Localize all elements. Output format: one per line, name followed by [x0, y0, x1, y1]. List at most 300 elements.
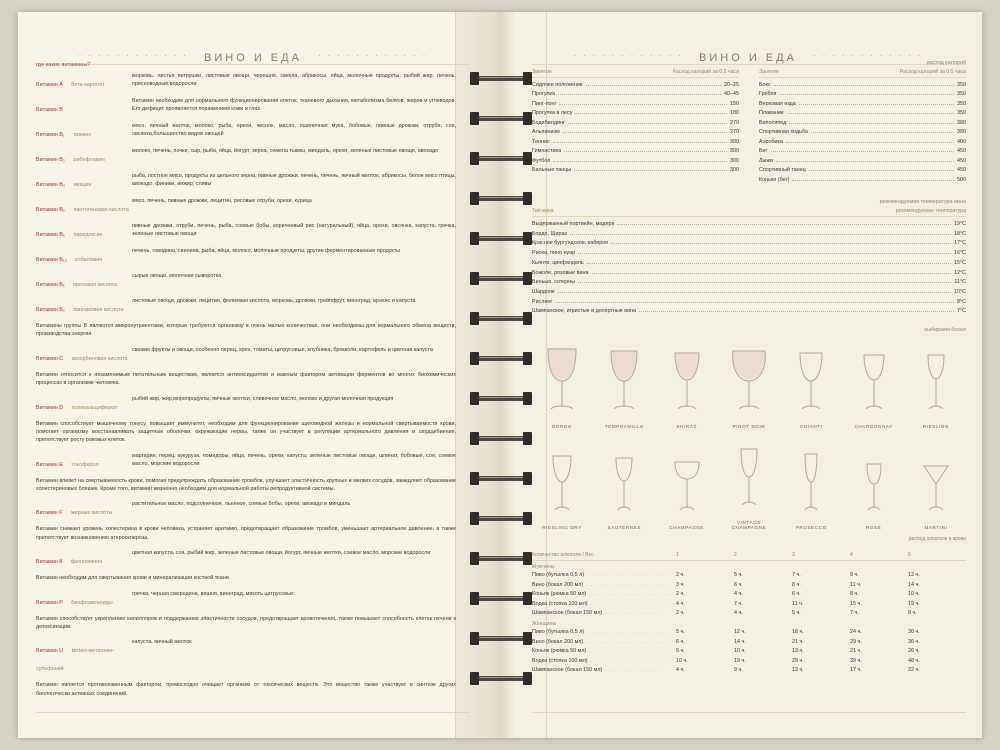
vitamin-chem: оротовая кислота: [73, 282, 118, 288]
vitamin-letter: Витамин Р: [36, 599, 63, 606]
prosecco-flute-icon: [783, 448, 839, 516]
alcohol-head-col: 1: [676, 552, 679, 559]
leader-dots: [553, 161, 727, 162]
glass-item: [781, 343, 841, 429]
vitamin-chem: бета-каротин: [71, 82, 105, 88]
vitamin-name: [36, 395, 132, 414]
vitamin-chem: рибофлавин: [73, 157, 105, 163]
leader-dots: [578, 253, 951, 254]
leader-dots: [578, 282, 951, 283]
glassware-chart: [532, 343, 966, 530]
calories-activity: Аэробика: [759, 138, 784, 145]
vitamin-entry: [36, 638, 456, 675]
shiraz-glass-icon: [659, 343, 715, 415]
calories-head-activity: Занятие: [759, 69, 779, 75]
calories-row: [759, 128, 966, 137]
vitamin-letter: Витамин В: [36, 107, 63, 113]
calories-value: 20–25: [724, 82, 739, 88]
binding-ring: [470, 392, 532, 405]
vitamin-entry: [36, 72, 456, 91]
vitamin-description: Витамин необходим для нормального функционирования клеток, тканевого дыхания, метаболизма белков, жиров и углеводов. Его дефицит проявляется поражением кожи и глаз.: [132, 98, 456, 113]
calories-value: 300: [730, 167, 739, 174]
vitamin-letter: Витамин U: [36, 648, 64, 655]
calories-value: 400: [957, 138, 966, 145]
wine-temp: 15°C: [953, 259, 966, 266]
pinot-noir-glass-icon: [721, 343, 777, 415]
leader-dots: [792, 180, 954, 181]
wine-type: Бордо, Шираз: [532, 230, 567, 237]
calories-head: [532, 69, 739, 78]
vitamin-entry: [36, 395, 456, 414]
wine-type: Кьянти, цинфандель: [532, 259, 584, 266]
glass-item: [657, 448, 717, 530]
glass-label: SHIRAZ: [676, 424, 697, 430]
header-dots-right: · · · · · · · · · · · ·: [813, 50, 923, 60]
calories-row: [759, 166, 966, 175]
wine-type: Выдержанный портвейн, мадера: [532, 220, 615, 227]
alcohol-cell: 19 ч.: [734, 657, 746, 664]
leader-dots: [776, 161, 954, 162]
leader-dots: [586, 85, 721, 86]
vitamin-name: [36, 197, 132, 216]
vitamin-letter: Витамин С: [36, 355, 64, 362]
vitamin-sources: растительное масло, подсолнечное, льняное, соевые бобы, орехи, авокадо и миндаль: [132, 501, 351, 508]
alcohol-row: Вино (бокал 200 мл) . . . . . . . . . . . . . . . . . 3 ч. 6 ч. 8 ч. 11 ч. 14 ч.: [532, 581, 966, 590]
alcohol-cell: 2 ч.: [676, 609, 685, 616]
calories-column-left: [532, 69, 739, 185]
vitamin-letter: Витамин D: [36, 404, 64, 411]
vitamin-entry: [36, 147, 456, 166]
calories-row: [532, 157, 739, 166]
vitamin-sources: рыба, постное мясо, продукты из цельного зерна, пивные дрожжи, печень, печень, яичный желток, абрикосы, белое мясо птицы, авокадо, финики, инжир, сливы: [132, 173, 457, 188]
vitamin-entry: [36, 172, 456, 191]
glassware-row-1: [532, 343, 966, 429]
leader-dots: [558, 292, 951, 293]
vitamin-sources: морковь, листья петрушки, листовые овощи, черешня, свекла, абрикосы, яйца, молочные продукты, рыбий жир, печень, пресноводные водоросли: [132, 73, 456, 88]
leader-dots: [575, 113, 727, 114]
calories-head-value: Расход калорий за 0,5 часа: [899, 69, 966, 75]
leader-dots: [639, 311, 954, 312]
leader-dots: [564, 151, 727, 152]
binding-ring: [470, 272, 532, 285]
alcohol-cell: 7 ч.: [792, 572, 801, 579]
alcohol-cell: 3 ч.: [676, 581, 685, 588]
vitamin-name: [36, 549, 132, 568]
calories-tables: [532, 69, 966, 185]
calories-activity: Спортивный танец: [759, 167, 806, 174]
alcohol-cell: 8 ч.: [850, 591, 859, 598]
wine-temp: 18°C: [953, 230, 966, 237]
wine-temp: 7°C: [956, 308, 966, 315]
vitamin-letter: Витамин В₁: [36, 132, 65, 138]
vitamin-sources: маргарин, перец, кукуруза, помидоры, яйца, печень, орехи, капуста, зеленые листовые овощи, шпинат, бобовые, соя, соевое масло, морские водоросли: [132, 452, 456, 467]
vitamin-intro-label: где какие витамины?: [36, 62, 91, 68]
calories-value: 350: [957, 100, 966, 107]
calories-activity: Гребля: [759, 91, 777, 98]
vitamin-name: [36, 297, 132, 316]
calories-head-activity: Занятие: [532, 69, 552, 75]
calories-row: [759, 147, 966, 156]
alcohol-cell: 4 ч.: [734, 591, 743, 598]
leader-dots: [563, 132, 727, 133]
vitamin-letter: Витамин F: [36, 510, 63, 517]
binding-ring: [470, 232, 532, 245]
alcohol-head-col: 2: [734, 552, 737, 559]
vitamin-entry: [36, 272, 456, 291]
drink-name: Шампанское (бокал 150 мл): [532, 609, 603, 616]
calories-row: [532, 128, 739, 137]
alcohol-cell: 17 ч.: [850, 667, 862, 674]
alcohol-cell: 19 ч.: [908, 600, 920, 607]
glassware-row-2: [532, 443, 966, 530]
vitamin-name: [36, 638, 132, 675]
tempranillo-glass-icon: [596, 343, 652, 415]
leader-dots: [587, 263, 951, 264]
calories-activity: Альпинизм: [532, 129, 560, 136]
vitamin-sources: сырые овощи, молочная сыворотка: [132, 273, 222, 279]
glass-label: PROSECCO: [795, 525, 827, 531]
glass-item: [844, 448, 904, 530]
binding-ring: [470, 112, 532, 125]
alcohol-cell: 24 ч.: [850, 629, 862, 636]
alcohol-cell: 14 ч.: [908, 581, 920, 588]
vitamin-sources: рыбий жир, жир,морепродукты, яичные желтки, сливочное масло, молоко и другая молочная продукция: [132, 395, 394, 402]
alcohol-cell: 5 ч.: [676, 629, 685, 636]
vitamin-u-note: Витамин является противоязвенным фактором, превосходно очищает организм от токсических веществ. Это вещество также участвует в синтезе других биологически активных соединений.: [36, 682, 456, 697]
alcohol-cell: 48 ч.: [908, 657, 920, 664]
vitamin-entry: [36, 222, 456, 241]
binding-ring: [470, 632, 532, 645]
calories-activity: Бег: [759, 148, 768, 155]
wine-temp: 19°C: [953, 220, 966, 227]
calories-row: [532, 109, 739, 118]
alcohol-head-name: Количество алкоголя / Вес: [532, 552, 594, 559]
temperature-row: [532, 307, 966, 317]
calories-activity: Пинг-понг: [532, 100, 557, 107]
alcohol-head-col: 3: [792, 552, 795, 559]
calories-activity: Бальные танцы: [532, 167, 572, 174]
vitamin-sources: листовые овощи, дрожжи, лецитин, фолиевая кислота, морковь, дрожжи, грейпфрут, виноград, арахис и капуста: [132, 298, 416, 304]
calories-value: 350: [957, 82, 966, 88]
leader-dots: [574, 170, 727, 171]
chianti-glass-icon: [783, 343, 839, 415]
vitamin-chem: филлохинон: [70, 559, 103, 566]
alcohol-cell: 29 ч.: [850, 638, 862, 645]
vitamin-name: [36, 222, 132, 241]
calories-activity: Верховая езда: [759, 100, 796, 107]
wine-type: Риоха, пино нуар: [532, 250, 576, 257]
page-title-right: ВИНО И ЕДА: [699, 52, 797, 64]
temperature-row: [532, 278, 966, 288]
alcohol-cell: 30 ч.: [908, 629, 920, 636]
vitamin-list: [36, 62, 456, 705]
temperature-row: [532, 298, 966, 308]
alcohol-head-col: 5: [908, 552, 911, 559]
wine-type: Шампанское, игристые и десертные вина: [532, 308, 637, 315]
alcohol-cell: 39 ч.: [850, 657, 862, 664]
leader-dots: [809, 170, 954, 171]
vitamin-letter: Витамин К: [36, 559, 63, 566]
vitamin-name: [36, 97, 132, 116]
alcohol-cell: 10 ч.: [734, 648, 746, 655]
glass-label: ROSE: [865, 525, 882, 531]
calories-row: [759, 109, 966, 118]
vitamin-sources: молоко, печень, почки, сыр, рыба, яйца, йогурт, зерна, семена тыквы, миндаль, орехи, зеленые листовые овощи, авокадо: [132, 148, 439, 154]
glass-label: SAUTERNES: [607, 525, 642, 531]
vitamin-sources: капуста, яичный желток: [132, 639, 192, 646]
alcohol-row: Пиво (бутылка 0,5 л) . . . . . . . . . . . . . . . . . 5 ч. 12 ч. 18 ч. 24 ч. 30 ч.: [532, 628, 966, 637]
alcohol-row: Шампанское (бокал 150 мл) . . . . . . . . . . . . 4 ч. 9 ч. 13 ч. 17 ч. 22 ч.: [532, 666, 966, 675]
binding-ring: [470, 672, 532, 685]
calories-value: 300: [730, 157, 739, 164]
calories-row: [532, 147, 739, 156]
calories-activity: Прогулка в лесу: [532, 110, 573, 117]
vitamin-chem: аскорбиновая кислота: [71, 355, 128, 362]
leader-dots: [570, 234, 951, 235]
temperature-row: [532, 220, 966, 230]
vitamin-name: [36, 72, 132, 91]
calories-value: 40–45: [724, 91, 739, 98]
alcohol-cell: 29 ч.: [792, 657, 804, 664]
vitamin-chem: пангамовая кислота: [73, 307, 124, 313]
leader-dots: [553, 142, 727, 143]
temperature-head: [532, 208, 966, 217]
alcohol-cell: 6 ч.: [676, 638, 685, 645]
vitamin-chem: холекальциферол: [71, 404, 118, 411]
glass-label: MARTINI: [924, 525, 948, 531]
alcohol-head-col: 4: [850, 552, 853, 559]
vitamin-name: [36, 452, 132, 471]
calories-row: [532, 166, 739, 175]
vitamin-e-note: Витамин влияет на свертываемость крови, помогая предупреждать образование тромбов, улучшает эластичность крупных и мелких сосудов, замедляет образование холестериновых бляшек. Кроме того, витамин жизненно необходим для нормальной работы репродуктивной системы.: [36, 477, 456, 492]
riesling-dry-glass-icon: [534, 448, 590, 516]
vitamin-letter: Витамин Е: [36, 461, 63, 468]
vitamin-sources: пивные дрожжи, отруби, печень, рыба, соевые бобы, коричневый рис (натуральный), яйца, орехи, овсянка, капуста, гречка, зеленые листовые овощи: [132, 223, 456, 238]
glass-item: [719, 443, 779, 530]
calories-row: [759, 90, 966, 99]
alcohol-cell: 7 ч.: [850, 609, 859, 616]
calories-value: 300: [730, 148, 739, 155]
vitamin-f-note: Витамин снижает уровень холестерина в крови человека, устраняет аритмию, предотвращает образование тромбов, уменьшает артериальное давление, а также препятствует возникновению атеросклероза.: [36, 526, 456, 541]
glass-label: RIESLING DRY: [542, 525, 582, 531]
alcohol-cell: 9 ч.: [908, 609, 917, 616]
calories-section-title: расход калорий: [926, 60, 966, 66]
vitamin-chem: биофлавоноиды: [71, 599, 113, 606]
calories-activity: Футбол: [532, 157, 551, 164]
temperature-section-title: рекомендуемая температура вина: [879, 198, 966, 205]
glass-item: [532, 448, 592, 530]
vitamin-c-note: Витамин относится к незаменимым питательным веществам, является антиоксидантом и важным фактором активации ферментов во многих биохимических процессах в организме человека.: [36, 371, 456, 387]
binding-ring: [470, 312, 532, 325]
vitamin-letter: Витамин Вₓ: [36, 282, 65, 288]
calories-activity: Сидячее положение: [532, 82, 583, 88]
calories-row: [532, 100, 739, 109]
vitamin-sources: цветная капуста, соя, рыбий жир, зеленые листовые овощи, йогурт, яичные желтки, соевое масло, морские водоросли: [132, 550, 431, 557]
calories-row: [532, 90, 739, 99]
alcohol-cell: 5 ч.: [734, 572, 743, 579]
wine-type: Виньью, сотерны: [532, 279, 576, 286]
leader-dots: [786, 142, 954, 143]
vitamin-chem: кобаламин: [75, 257, 103, 263]
leader-dots: [558, 94, 721, 95]
alcohol-cell: 8 ч.: [792, 581, 801, 588]
header-dots-right: · · · · · · · · · · · ·: [318, 50, 428, 60]
alcohol-cell: 14 ч.: [734, 638, 746, 645]
leader-dots: [617, 224, 951, 225]
vitamin-p-note: Витамин способствует укреплению капилляров и поддержанию эластичности сосудов, предотвращает кровотечения, также повышает способность клеток печени к детоксикации.: [36, 615, 456, 630]
calories-activity: Плавание: [759, 110, 784, 117]
glass-label: RIESLING: [922, 424, 950, 430]
calories-head: [759, 69, 966, 78]
binding-ring: [470, 512, 532, 525]
calories-value: 380: [957, 129, 966, 136]
temperature-head-type: Тип вина: [532, 207, 554, 214]
alcohol-cell: 26 ч.: [908, 648, 920, 655]
vitamin-chem: пиридоксин: [73, 232, 103, 238]
alcohol-cell: 4 ч.: [676, 667, 685, 674]
alcohol-cell: 12 ч.: [908, 572, 920, 579]
alcohol-cell: 13 ч.: [792, 667, 804, 674]
vitamin-entry: [36, 500, 456, 519]
vitamin-sources: гречка, черная смородина, вишня, виноград, мякоть цитрусовых: [132, 590, 294, 597]
vitamin-letter: Витамин Вₛ: [36, 307, 65, 313]
header-dots-left: · · · · · · · · · · · ·: [573, 50, 683, 60]
alcohol-cell: 15 ч.: [850, 600, 862, 607]
alcohol-cell: 4 ч.: [734, 609, 743, 616]
leader-dots: [811, 132, 954, 133]
calories-activity: Гимнастика: [532, 148, 561, 155]
alcohol-row: Коньяк (рюмка 50 мл) . . . . . . . . . . . . . . . . . 2 ч. 4 ч. 6 ч. 8 ч. 10 ч.: [532, 590, 966, 599]
glass-item: [594, 448, 654, 530]
glass-label: CHIANTI: [800, 424, 823, 430]
alcohol-cell: 10 ч.: [908, 591, 920, 598]
calories-row: [759, 176, 966, 185]
header-dots-left: · · · · · · · · · · · ·: [78, 50, 188, 60]
vitamin-name: [36, 172, 132, 191]
alcohol-cell: 10 ч.: [676, 657, 688, 664]
calories-row: [532, 81, 739, 90]
wine-temp: 10°C: [953, 289, 966, 296]
alcohol-cell: 4 ч.: [676, 600, 685, 607]
drink-name: Пиво (бутылка 0,5 л): [532, 629, 585, 636]
vitamin-name: [36, 272, 132, 291]
glass-label: CHAMPAGNE: [669, 525, 704, 531]
leader-dots: [774, 85, 954, 86]
alcohol-cell: 9 ч.: [734, 667, 743, 674]
temperature-head-value: рекомендуемая температура: [895, 207, 966, 214]
calories-value: 180: [730, 110, 739, 117]
alcohol-cell: 11 ч.: [850, 581, 862, 588]
vitamin-name: [36, 590, 132, 609]
glass-label: VINTAGE CHAMPAGNE: [731, 520, 767, 531]
leader-dots: [555, 302, 954, 303]
alcohol-cell: 2 ч.: [676, 572, 685, 579]
vitamin-letter: Витамин А: [36, 82, 63, 88]
temperature-list: [532, 220, 966, 317]
calories-value: 350: [957, 110, 966, 117]
temperature-row: [532, 259, 966, 269]
drink-name: Вино (бокал 200 мл): [532, 581, 584, 588]
calories-head-value: Расход калорий за 0,5 часа: [672, 69, 739, 75]
drink-name: Шампанское (бокал 150 мл): [532, 667, 603, 674]
footer-rule-right: [532, 712, 966, 713]
sauternes-glass-icon: [596, 448, 652, 516]
vitamin-chem: тиамин: [73, 132, 92, 138]
calories-row: [532, 138, 739, 147]
calories-activity: Бокс: [759, 82, 771, 88]
wine-type: Шардоне: [532, 289, 555, 296]
leader-dots: [771, 151, 954, 152]
drink-name: Водка (стопка 100 мл): [532, 657, 588, 664]
alcohol-cell: 9 ч.: [850, 572, 859, 579]
temperature-row: [532, 230, 966, 240]
binding-ring: [470, 472, 532, 485]
vitamin-entry: [36, 549, 456, 568]
alcohol-group-women: Женщины: [532, 621, 557, 628]
alcohol-cell: 11 ч.: [792, 600, 804, 607]
alcohol-group-men: Мужчины: [532, 564, 555, 571]
alcohol-cell: 22 ч.: [908, 667, 920, 674]
binding-ring: [470, 552, 532, 565]
vitamin-chem: жирные кислоты: [70, 510, 113, 517]
binding-ring: [470, 432, 532, 445]
alcohol-cell: 36 ч.: [908, 638, 920, 645]
alcohol-cell: 21 ч.: [792, 638, 804, 645]
vitamin-sources: мясо, печень, пивные дрожжи, лецитин, рисовые отруби, орехи, курица: [132, 198, 312, 204]
calories-value: 450: [957, 157, 966, 164]
rose-glass-icon: [846, 448, 902, 516]
calories-row: [759, 157, 966, 166]
wine-temp: 12°C: [953, 269, 966, 276]
calories-activity: Спортивная ходьба: [759, 129, 808, 136]
glass-label: PINOT NOIR: [732, 424, 766, 430]
wine-temp: 11°C: [954, 279, 966, 286]
wine-type: Рислинг: [532, 298, 553, 305]
drink-name: Коньяк (рюмка 50 мл): [532, 648, 587, 655]
vitamin-name: [36, 346, 132, 365]
glass-item: [906, 448, 966, 530]
leader-dots: [779, 94, 954, 95]
vitamin-entry: [36, 452, 456, 471]
alcohol-breakdown-table: [532, 552, 966, 676]
calories-row: [532, 119, 739, 128]
glass-label: CHARDONNAY: [854, 424, 893, 430]
chardonnay-glass-icon: [846, 343, 902, 415]
calories-activity: Коньки (бег): [759, 176, 790, 183]
vitamin-name: [36, 247, 132, 266]
alcohol-cell: 7 ч.: [734, 600, 743, 607]
calories-value: 270: [730, 129, 739, 136]
wine-temp: 17°C: [953, 240, 966, 247]
glass-label: BORDO: [552, 424, 572, 430]
binding-ring: [470, 352, 532, 365]
binding-ring: [470, 192, 532, 205]
vitamin-entry: [36, 590, 456, 609]
drink-name: Водка (стопка 100 мл): [532, 600, 588, 607]
calories-value: 450: [957, 148, 966, 155]
calories-row: [759, 81, 966, 90]
alcohol-cell: 21 ч.: [850, 648, 862, 655]
leader-dots: [592, 273, 951, 274]
temperature-row: [532, 239, 966, 249]
alcohol-cell: 6 ч.: [792, 591, 801, 598]
vitamin-chem: токоферол: [71, 461, 99, 468]
glass-label: TEMPRANILLO: [604, 424, 644, 430]
vitamin-chem: пантотеновая кислота: [73, 207, 129, 213]
vitamin-name: [36, 147, 132, 166]
alcohol-cell: 5 ч.: [676, 648, 685, 655]
alcohol-cell: 5 ч.: [792, 609, 801, 616]
